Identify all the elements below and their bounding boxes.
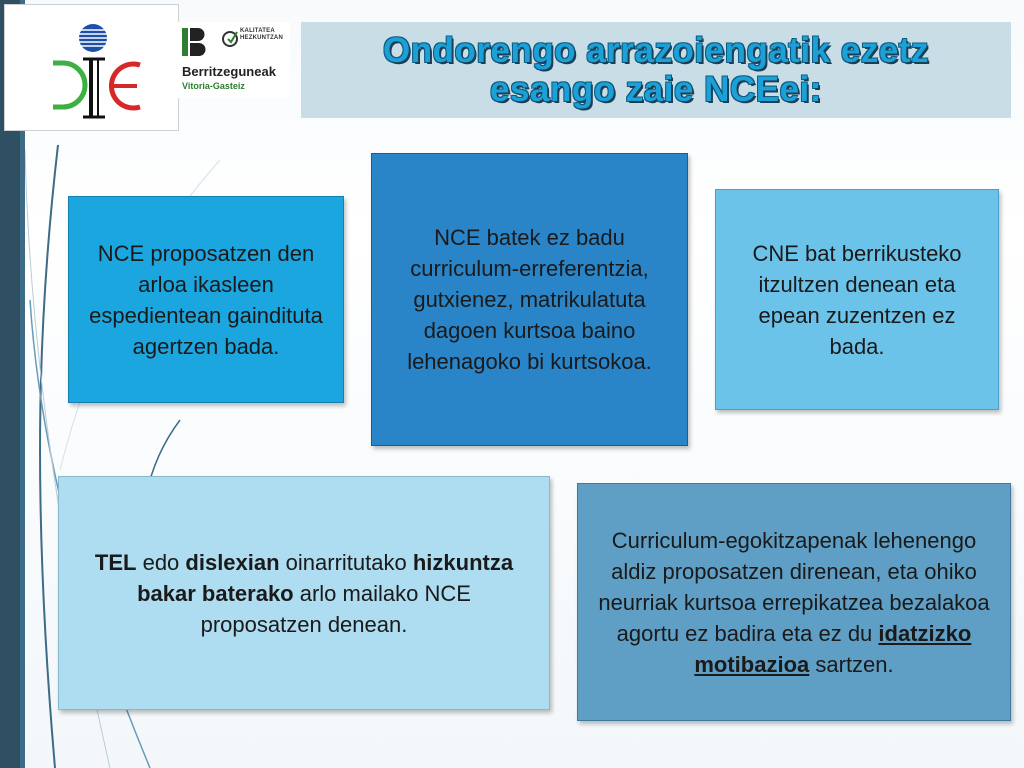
school-logo <box>4 4 179 131</box>
reason-card-3-text: CNE bat berrikusteko itzultzen denean eta epean zuzentzen ez bada. <box>752 240 962 359</box>
berritzeguneak-city: Vitoria-Gasteiz <box>182 81 245 91</box>
reason-card-2-text: NCE batek ez badu curriculum-erreferentzia, gutxienez, matrikulatuta dagoen kurtsoa baino lehenagoko bi kurtsokoa. <box>407 225 652 374</box>
reason-card-5-emphasis: idatzizko motibazioa <box>694 620 972 677</box>
reason-card-5-text <box>594 525 994 680</box>
reason-card-4-bold-2: dislexian <box>185 549 280 575</box>
reason-card-4-bold-3: hizkuntza bakar baterako <box>137 549 514 606</box>
reason-card-4-text <box>93 547 515 640</box>
reason-card-4-bold-1: TEL <box>94 549 137 575</box>
berritzeguneak-mark-icon <box>182 28 206 56</box>
reason-card-1-text: NCE proposatzen den arloa ikasleen espedientean gaindituta agertzen bada. <box>89 240 323 359</box>
reason-card-4-plain-1: edo <box>136 549 186 575</box>
reason-card-5-plain-1: Curriculum-egokitzapenak lehenengo aldiz proposatzen direnean, eta ohiko neurriak kurtsoa errepikatzea bezalakoa agortu ez badira eta ez du <box>598 527 990 646</box>
reason-card-1 <box>68 196 344 403</box>
reason-card-4-plain-2: oinarritutako <box>279 549 413 575</box>
reason-card-2 <box>371 153 688 446</box>
berritzeguneak-name: Berritzeguneak <box>182 64 276 79</box>
reason-card-5 <box>577 483 1011 721</box>
reason-card-4-plain-3: arlo mailako NCE proposatzen denean. <box>200 580 471 637</box>
title-banner <box>301 22 1011 118</box>
kalitatea-text: KALITATEA HEZKUNTZAN <box>240 28 283 41</box>
reason-card-3 <box>715 189 999 410</box>
reason-card-5-plain-2: sartzen. <box>809 651 894 677</box>
reason-card-4 <box>58 476 550 710</box>
slide-title: Ondorengo arrazoiengatik ezetz esango zaie NCEei: <box>383 31 929 109</box>
berritzeguneak-logo <box>178 22 290 98</box>
